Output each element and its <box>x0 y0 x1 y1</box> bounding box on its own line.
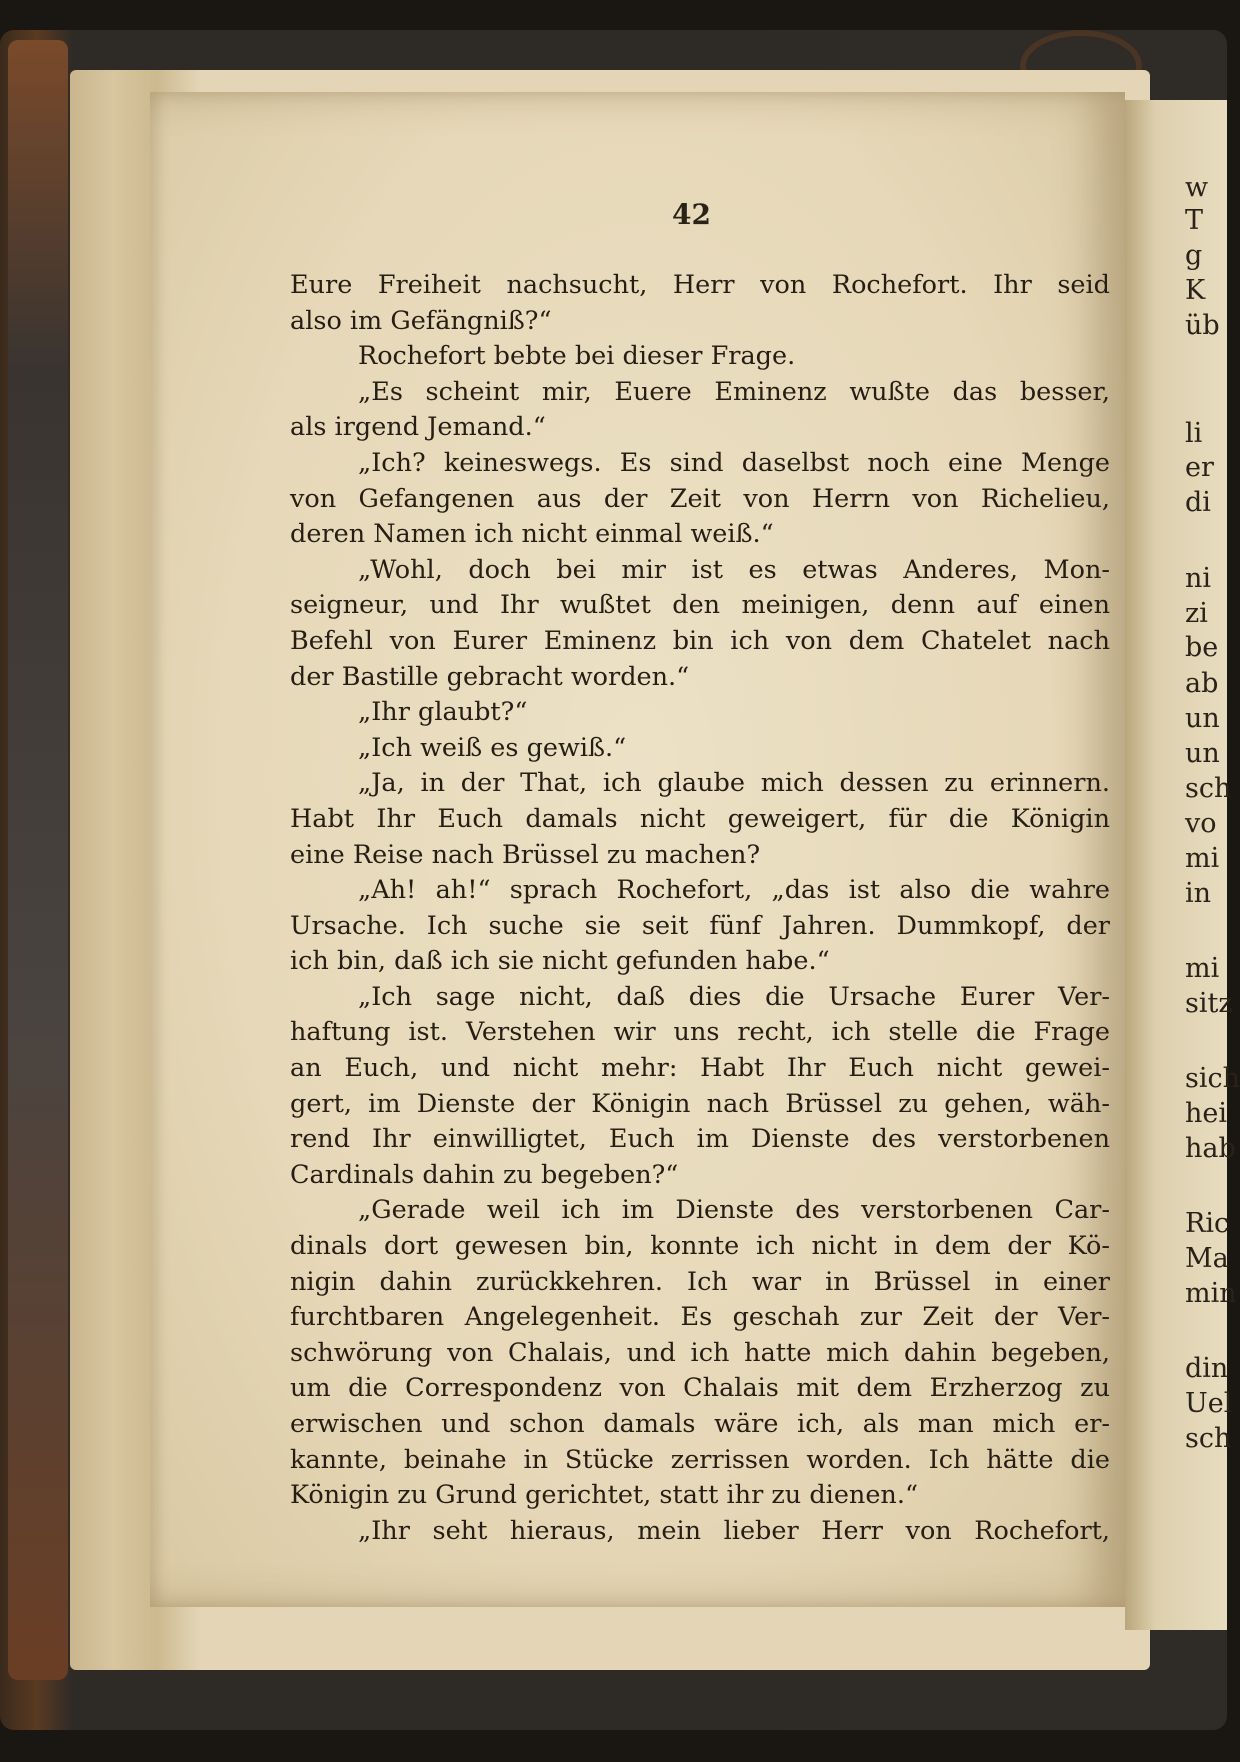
next-page-fragment: un <box>1185 703 1220 734</box>
next-page-fragment: be <box>1185 632 1219 663</box>
next-page-fragment: di <box>1185 487 1211 518</box>
page-text <box>290 268 1110 1549</box>
text-line: eine Reise nach Brüssel zu machen? <box>290 839 761 870</box>
text-line: „Ja, in der That, ich glaube mich dessen zu erinnern. <box>358 768 1110 799</box>
text-line: als irgend Jemand.“ <box>290 412 546 443</box>
text-line: seigneur, und Ihr wußtet den meinigen, denn auf einen <box>290 590 1110 621</box>
text-line: dinals dort gewesen bin, konnte ich nicht in dem der Kö- <box>290 1231 1110 1262</box>
cover-edge-leather <box>8 40 68 1680</box>
text-line: „Ich sage nicht, daß dies die Ursache Eurer Ver- <box>358 981 1110 1012</box>
text-line: schwörung von Chalais, und ich hatte mich dahin begeben, <box>290 1337 1110 1368</box>
text-line: von Gefangenen aus der Zeit von Herrn von Richelieu, <box>290 483 1110 514</box>
text-line: Königin zu Grund gerichtet, statt ihr zu dienen.“ <box>290 1480 918 1511</box>
next-page-fragment: li <box>1185 418 1203 449</box>
text-line: erwischen und schon damals wäre ich, als man mich er- <box>290 1409 1110 1439</box>
next-page-fragment: mi <box>1185 953 1220 984</box>
text-line: „Ah! ah!“ sprach Rochefort, „das ist also die wahre <box>358 875 1110 906</box>
text-line: ich bin, daß ich sie nicht gefunden habe.“ <box>290 946 830 977</box>
next-page-fragment: hei <box>1185 1098 1228 1129</box>
text-line: um die Correspondenz von Chalais mit dem Erzherzog zu <box>290 1373 1110 1404</box>
page-number: 42 <box>672 198 711 231</box>
next-page-fragment: Ric <box>1185 1208 1230 1239</box>
text-line: deren Namen ich nicht einmal weiß.“ <box>290 519 774 550</box>
text-line: an Euch, und nicht mehr: Habt Ihr Euch nicht gewei- <box>290 1053 1110 1084</box>
text-line: Eure Freiheit nachsucht, Herr von Rochefort. Ihr seid <box>290 270 1110 300</box>
next-page-fragment: g <box>1185 240 1203 271</box>
next-page-fragment: üb <box>1185 310 1220 341</box>
next-page-fragment: vo <box>1185 808 1217 839</box>
next-page-fragment: sch <box>1185 1423 1232 1454</box>
text-line: haftung ist. Verstehen wir uns recht, ich stelle die Frage <box>290 1017 1110 1048</box>
next-page-fragment: zi <box>1185 598 1208 629</box>
next-page-fragment: hab <box>1185 1133 1236 1164</box>
next-page-fragment: Uel <box>1185 1388 1233 1419</box>
text-line: nigin dahin zurückkehren. Ich war in Brüssel in einer <box>290 1266 1110 1297</box>
next-page-fragment: T <box>1185 205 1204 236</box>
text-line: „Ich? keineswegs. Es sind daselbst noch eine Menge <box>358 447 1110 478</box>
next-page-fragment: ab <box>1185 668 1219 699</box>
text-line: also im Gefängniß?“ <box>290 305 552 336</box>
next-page-fragment: mi <box>1185 843 1220 874</box>
next-page-fragment: K <box>1185 275 1206 306</box>
next-page-fragment: sich <box>1185 1063 1240 1094</box>
text-line: Befehl von Eurer Eminenz bin ich von dem Chatelet nach <box>290 625 1110 656</box>
text-line: Rochefort bebte bei dieser Frage. <box>358 341 796 372</box>
text-line: kannte, beinahe in Stücke zerrissen worden. Ich hätte die <box>290 1444 1110 1475</box>
next-page-fragment: un <box>1185 738 1220 769</box>
next-page-fragment: sch <box>1185 773 1232 804</box>
text-line: Cardinals dahin zu begeben?“ <box>290 1159 679 1190</box>
text-line: „Ihr seht hieraus, mein lieber Herr von Rochefort, <box>358 1515 1110 1546</box>
next-page-fragment: min <box>1185 1278 1237 1309</box>
next-page-fragment: sitz <box>1185 988 1233 1019</box>
text-line: „Ich weiß es gewiß.“ <box>358 732 627 763</box>
text-line: Habt Ihr Euch damals nicht geweigert, für die Königin <box>290 803 1110 834</box>
text-line: gert, im Dienste der Königin nach Brüssel zu gehen, wäh- <box>290 1088 1110 1119</box>
next-page-fragment: Ma <box>1185 1243 1229 1274</box>
next-page-fragment: in <box>1185 878 1212 909</box>
text-line: Ursache. Ich suche sie seit fünf Jahren. Dummkopf, der <box>290 910 1110 941</box>
text-line: „Ihr glaubt?“ <box>358 697 528 728</box>
next-page-fragment: din <box>1185 1353 1229 1384</box>
text-line: der Bastille gebracht worden.“ <box>290 661 690 692</box>
text-line: „Es scheint mir, Euere Eminenz wußte das besser, <box>358 376 1110 407</box>
text-line: furchtbaren Angelegenheit. Es geschah zur Zeit der Ver- <box>290 1302 1110 1333</box>
text-line: rend Ihr einwilligtet, Euch im Dienste des verstorbenen <box>290 1124 1110 1155</box>
next-page-fragment: er <box>1185 452 1214 483</box>
text-line: „Wohl, doch bei mir ist es etwas Anderes, Mon- <box>358 554 1110 585</box>
right-page-fragment <box>1125 100 1240 1630</box>
text-line: „Gerade weil ich im Dienste des verstorbenen Car- <box>358 1195 1110 1226</box>
next-page-fragment: ni <box>1185 563 1212 594</box>
next-page-fragment: w <box>1185 172 1209 203</box>
